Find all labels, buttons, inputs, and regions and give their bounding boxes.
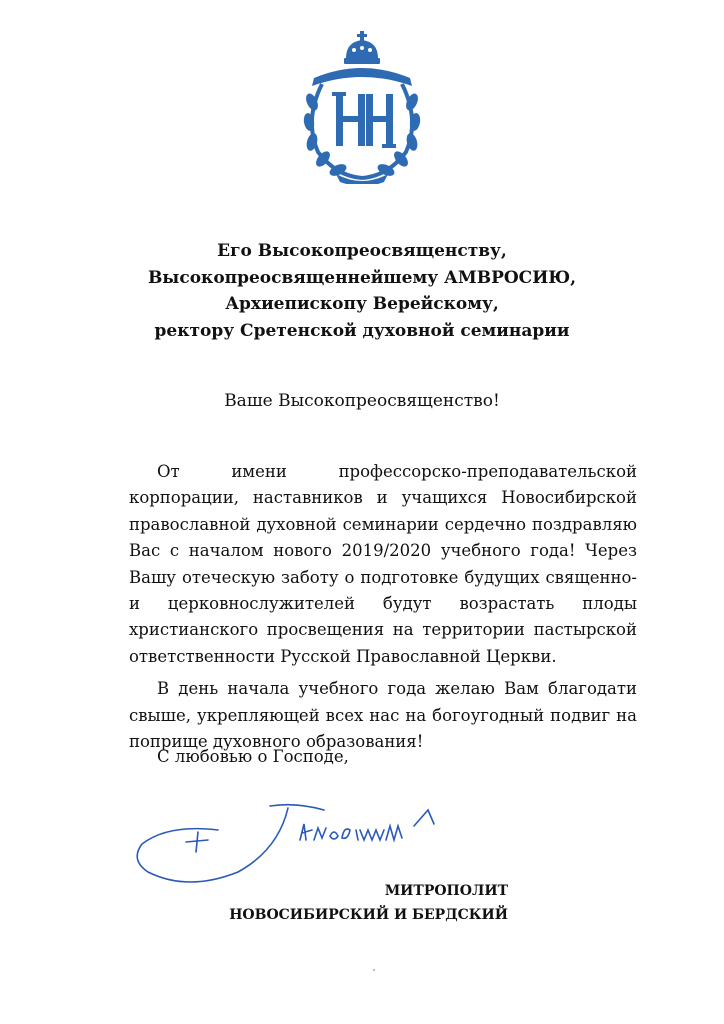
salutation: Ваше Высокопреосвященство! [224,391,500,411]
addressee-line: Его Высокопреосвященству, [217,241,507,261]
addressee-block [0,238,724,344]
signer-block [228,879,508,927]
addressee-line: Архиепископу Верейскому, [225,294,499,314]
addressee-line: Высокопреосвященнейшему АМВРОСИЮ, [147,267,577,288]
body-paragraph: От имени профессорско-преподавательской корпорации, наставников и учащихся Новосибирской православной духовной семинарии сердечно поздравляю Вас с началом нового 2019/2020 учебного года! Через Вашу отеческую заботу о подготовке будущих священно- и церковнослужителей будут возрастать плоды христианского просвещения на территории пастырской ответственности Русской Православной Церкви. [129,462,637,666]
seminary-emblem-icon [296,28,428,184]
signer-see: НОВОСИБИРСКИЙ И БЕРДСКИЙ [229,907,508,923]
page-dot [373,969,375,971]
body-paragraph: В день начала учебного года желаю Вам благодати свыше, укрепляющей всех нас на богоугодный подвиг на поприще духовного образования! [129,679,637,752]
signer-title: МИТРОПОЛИТ [384,883,508,899]
closing-line: С любовью о Господе, [157,747,349,766]
letter-body [129,459,637,755]
addressee-line: ректору Сретенской духовной семинарии [154,320,570,341]
